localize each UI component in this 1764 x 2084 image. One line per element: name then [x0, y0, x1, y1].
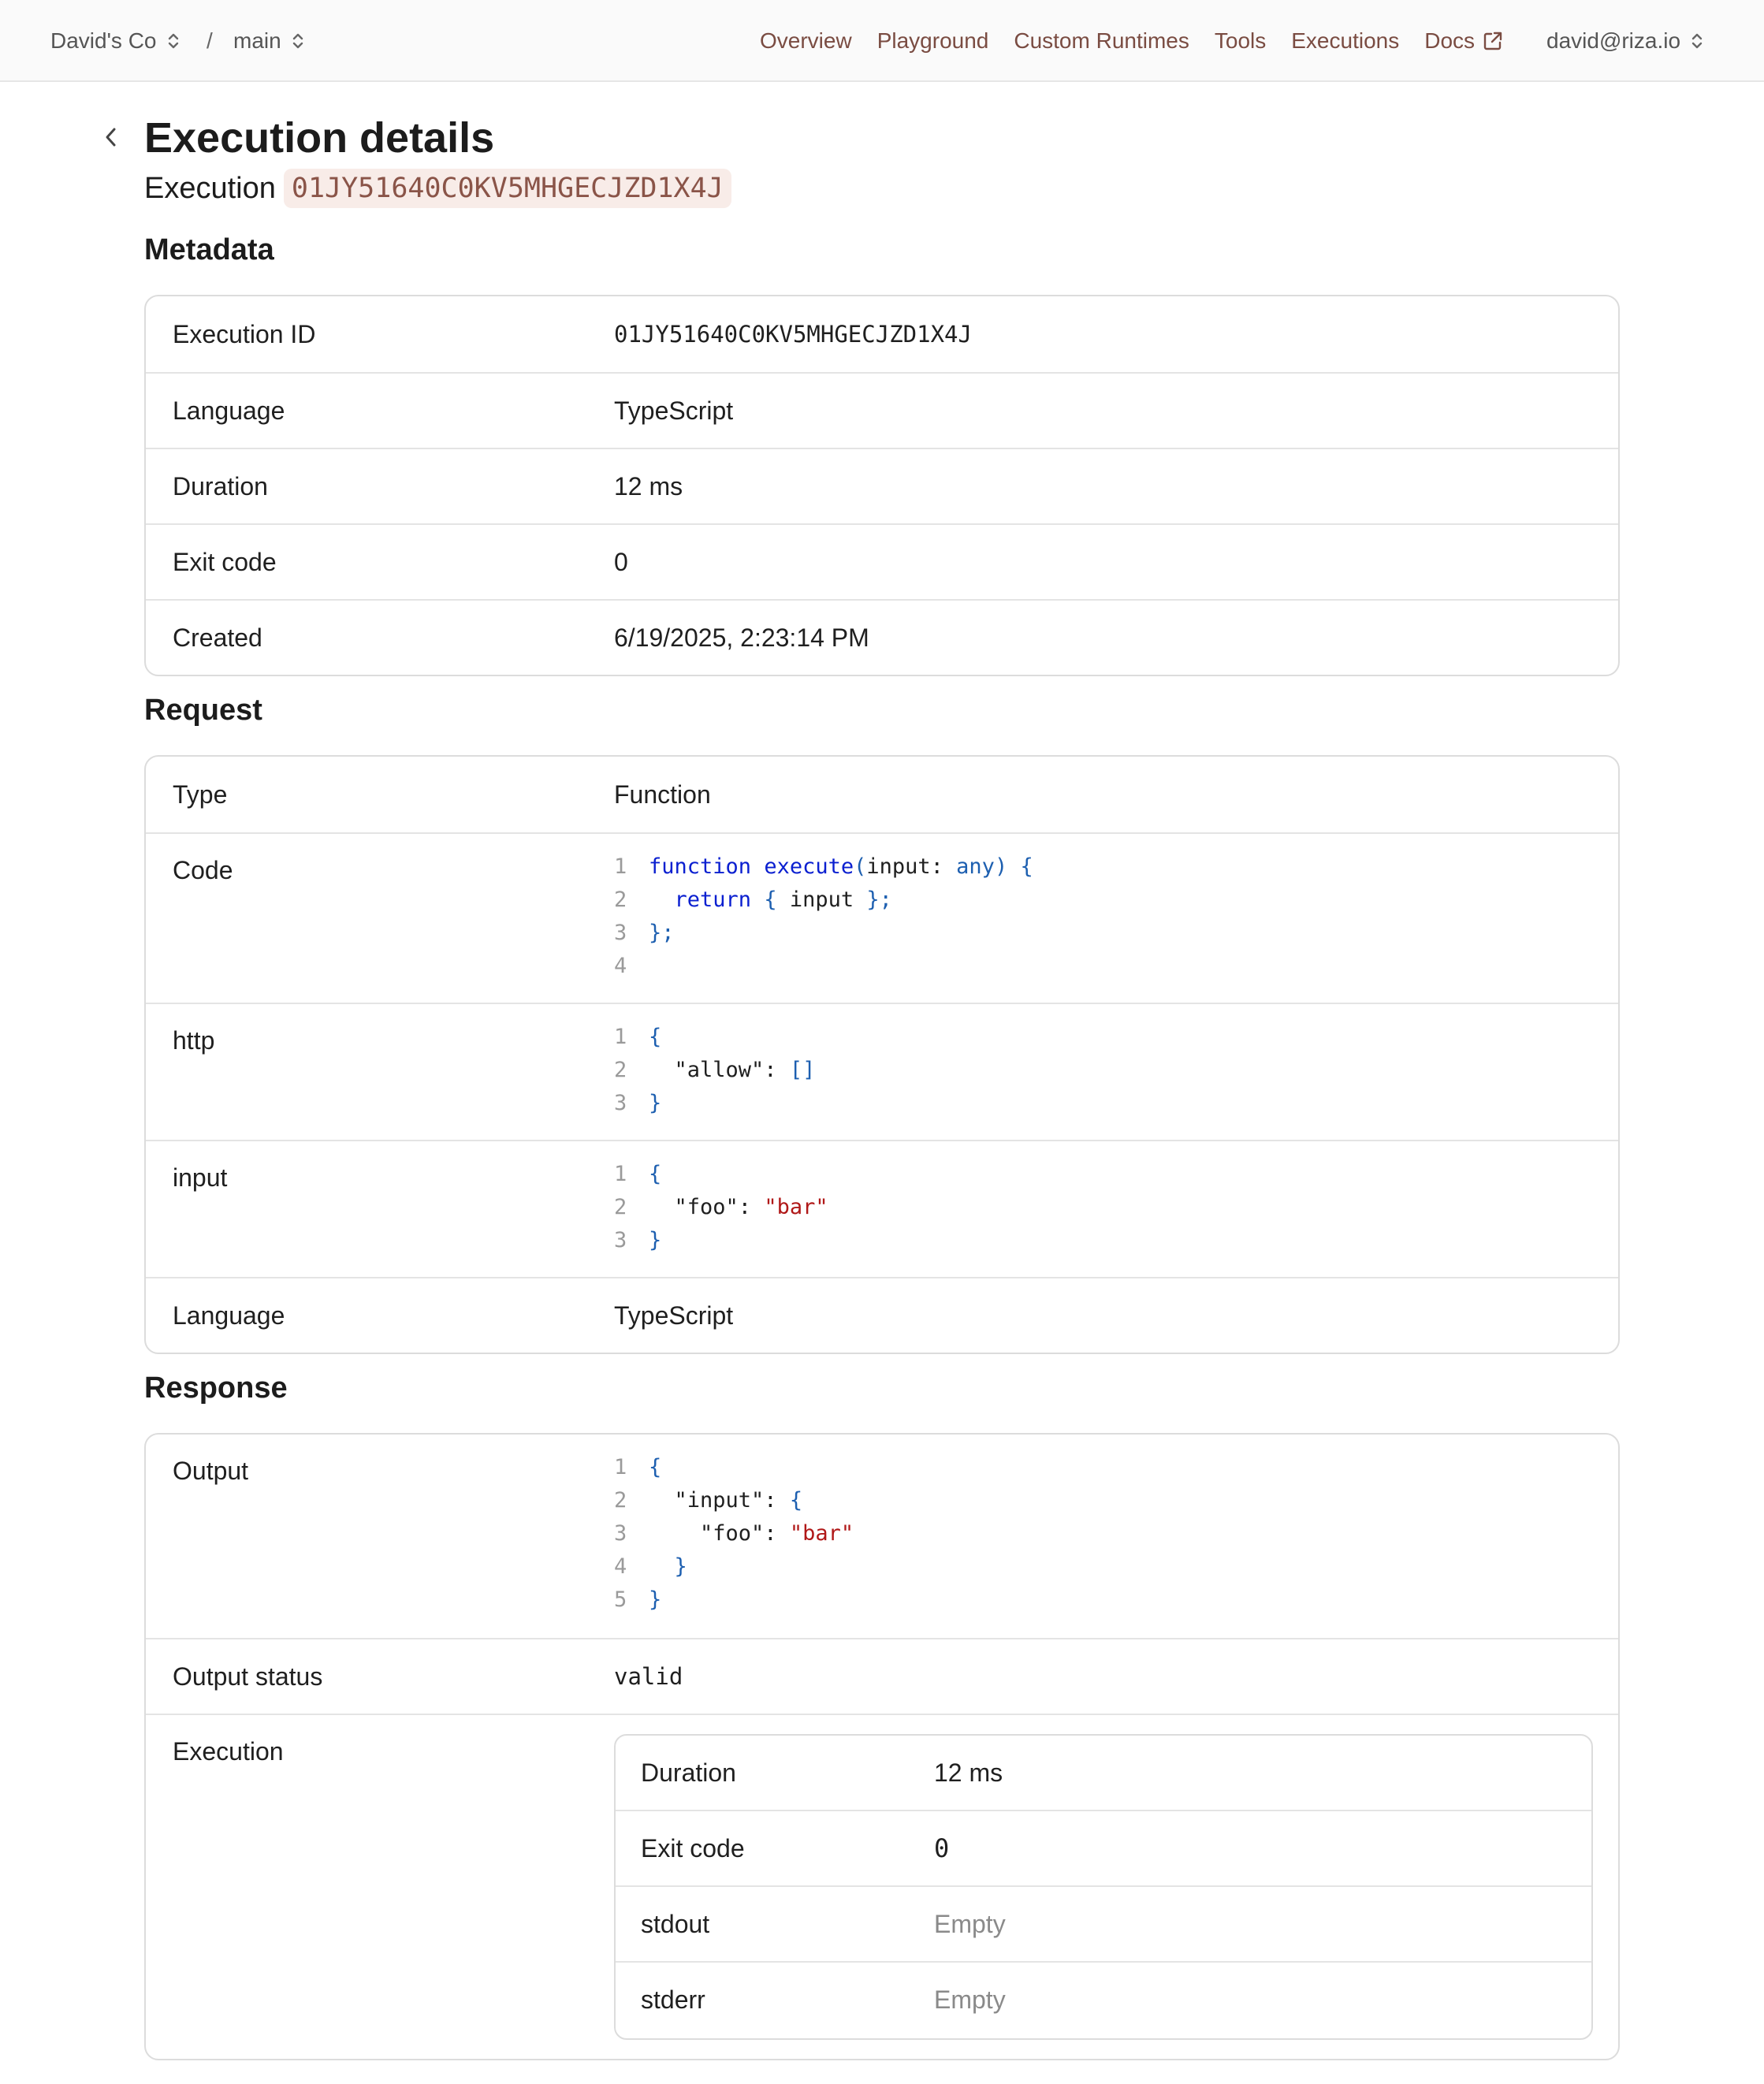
table-row — [146, 448, 1618, 523]
nav-playground[interactable]: Playground — [876, 28, 989, 53]
request-table — [144, 755, 1620, 1354]
line-number: 1 — [614, 1454, 627, 1479]
nav-executions[interactable]: Executions — [1291, 28, 1400, 53]
table-row — [146, 1714, 1618, 2060]
line-number: 3 — [614, 1520, 627, 1546]
code-token: "allow": — [649, 1057, 790, 1082]
line-number: 1 — [614, 1024, 627, 1049]
row-label: stdout — [641, 1909, 710, 1938]
code-token: function — [649, 854, 752, 879]
row-value: Empty — [934, 1985, 1006, 2014]
code-token — [649, 888, 675, 912]
row-label: http — [173, 1026, 215, 1055]
chevron-up-down-icon — [166, 30, 180, 52]
table-row — [616, 1736, 1591, 1810]
code-token: { — [789, 1487, 803, 1513]
response-table — [144, 1433, 1620, 2060]
code-token: "bar" — [789, 1520, 854, 1546]
row-label: Exit code — [641, 1833, 745, 1863]
code-token: "foo": — [649, 1520, 790, 1546]
row-label: Exit code — [173, 547, 277, 576]
code-token: } — [649, 1227, 662, 1252]
chevron-up-down-icon — [291, 30, 305, 52]
line-number: 2 — [614, 1057, 627, 1082]
org-name: David's Co — [50, 28, 157, 53]
table-row — [146, 1638, 1618, 1714]
row-label: stderr — [641, 1985, 705, 2014]
user-email: david@riza.io — [1546, 28, 1681, 53]
code-block — [614, 850, 1033, 982]
branch-switcher[interactable] — [233, 0, 305, 82]
row-label: Execution — [173, 1737, 284, 1766]
metadata-table — [144, 295, 1620, 676]
line-number: 1 — [614, 854, 627, 879]
table-row — [616, 1810, 1591, 1885]
table-row — [146, 296, 1618, 372]
row-label: Duration — [641, 1758, 736, 1787]
code-token: [] — [789, 1057, 816, 1082]
row-label: Created — [173, 623, 262, 652]
code-block — [614, 1157, 828, 1256]
table-row — [146, 1140, 1618, 1277]
line-number: 4 — [614, 1554, 627, 1579]
code-token: "input": — [649, 1487, 790, 1513]
code-token: { — [649, 1454, 662, 1479]
table-row — [146, 1003, 1618, 1140]
code-token: { — [649, 1024, 662, 1049]
top-navbar — [0, 0, 1764, 82]
nav-docs[interactable] — [1424, 28, 1503, 54]
line-number: 2 — [614, 1487, 627, 1513]
row-value: 12 ms — [934, 1758, 1003, 1787]
row-value: 0 — [614, 547, 628, 576]
line-number: 3 — [614, 1227, 627, 1252]
row-label: Output — [173, 1457, 249, 1485]
code-token: return — [674, 887, 752, 912]
code-token: { — [649, 1161, 662, 1186]
row-value: TypeScript — [614, 1301, 734, 1330]
nav-custom-runtimes[interactable]: Custom Runtimes — [1014, 28, 1189, 53]
code-token: } — [649, 1554, 687, 1579]
line-number: 3 — [614, 1090, 627, 1115]
code-token: } — [649, 1587, 662, 1612]
code-token: any — [956, 854, 995, 879]
primary-nav — [760, 0, 1503, 82]
code-token: input — [789, 887, 854, 912]
line-number: 2 — [614, 887, 627, 912]
page-subtitle — [144, 167, 731, 210]
external-link-icon — [1483, 31, 1503, 51]
table-row — [616, 1961, 1591, 2037]
page-title: Execution details — [144, 114, 495, 162]
code-token: ) { — [994, 854, 1033, 879]
table-row — [146, 372, 1618, 448]
row-value: 0 — [934, 1833, 950, 1863]
code-token: ( — [854, 854, 867, 879]
row-value: 12 ms — [614, 471, 683, 501]
row-value: Empty — [934, 1909, 1006, 1938]
code-token: "bar" — [764, 1194, 828, 1219]
row-value: 01JY51640C0KV5MHGECJZD1X4J — [614, 321, 972, 348]
code-token: "foo": — [649, 1194, 765, 1219]
row-value: TypeScript — [614, 396, 734, 425]
request-heading: Request — [144, 694, 262, 727]
table-row — [616, 1885, 1591, 1961]
code-token: }; — [854, 887, 892, 912]
chevron-up-down-icon — [1690, 30, 1704, 52]
response-heading: Response — [144, 1371, 288, 1405]
line-number: 4 — [614, 953, 627, 978]
line-number: 3 — [614, 920, 627, 945]
row-label: input — [173, 1163, 228, 1192]
code-token: }; — [649, 920, 675, 945]
user-menu[interactable] — [1546, 0, 1704, 82]
row-value: Function — [614, 780, 711, 809]
nav-tools[interactable]: Tools — [1214, 28, 1267, 53]
row-label: Code — [173, 856, 233, 884]
line-number: 5 — [614, 1587, 627, 1612]
output-status-value: valid — [614, 1663, 683, 1690]
table-row — [146, 523, 1618, 599]
table-row — [146, 757, 1618, 832]
code-token: { — [751, 887, 790, 912]
row-label: Type — [173, 780, 228, 809]
row-label: Duration — [173, 471, 268, 501]
breadcrumb-separator: / — [207, 28, 213, 53]
row-label: Language — [173, 396, 285, 425]
execution-id-badge: 01JY51640C0KV5MHGECJZD1X4J — [284, 169, 731, 208]
line-number: 1 — [614, 1161, 627, 1186]
table-row — [146, 599, 1618, 675]
nav-docs-label: Docs — [1424, 28, 1476, 53]
code-token: : — [930, 854, 957, 879]
line-number: 2 — [614, 1194, 627, 1219]
org-switcher[interactable] — [50, 0, 180, 82]
code-block — [614, 1450, 854, 1616]
execution-summary-table — [614, 1734, 1593, 2040]
table-row — [146, 1277, 1618, 1353]
row-label: Output status — [173, 1662, 323, 1691]
row-value: 6/19/2025, 2:23:14 PM — [614, 623, 869, 652]
code-token: input — [866, 854, 931, 879]
nav-overview[interactable]: Overview — [760, 28, 852, 53]
row-label: Execution ID — [173, 319, 316, 348]
table-row — [146, 1435, 1618, 1638]
code-token: execute — [764, 854, 854, 879]
table-row — [146, 832, 1618, 1003]
branch-name: main — [233, 28, 281, 53]
row-label: Language — [173, 1301, 285, 1330]
code-block — [614, 1020, 815, 1119]
chevron-left-icon[interactable] — [99, 123, 123, 151]
code-token: } — [649, 1090, 662, 1115]
metadata-heading: Metadata — [144, 233, 274, 266]
subtitle-label: Execution — [144, 172, 276, 205]
